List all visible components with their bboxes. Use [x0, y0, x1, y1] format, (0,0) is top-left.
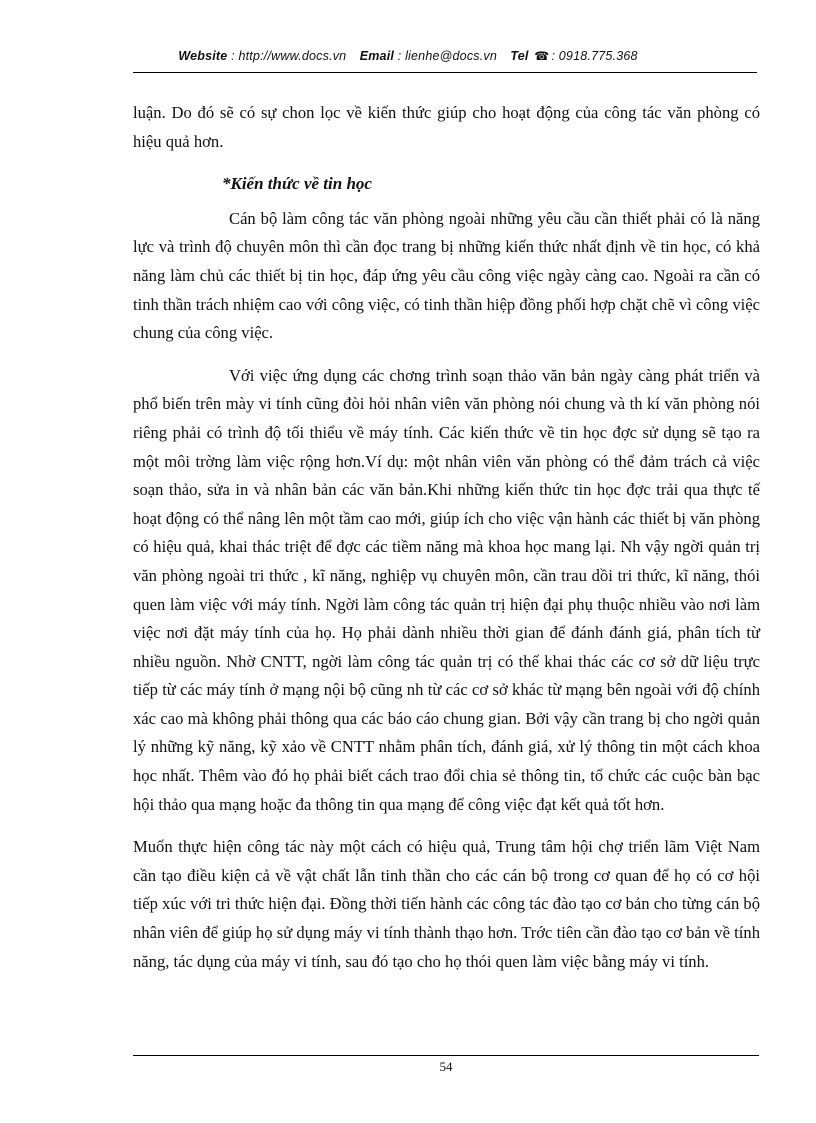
tel-label: Tel — [510, 49, 529, 63]
email-label: Email — [359, 49, 395, 63]
phone-icon: ☎ — [534, 49, 550, 63]
page-number: 54 — [439, 1059, 453, 1074]
paragraph-3: Muốn thực hiện công tác này một cách có hiệu quả, Trung tâm hội chợ triển lãm Việt Nam cần tạo điều kiện cả về vật chất lẫn tinh thần cho các cán bộ trong cơ quan để họ có cơ hội tiếp xúc với tri thức hiện đại. Đồng thời tiến hành các công tác đào tạo cơ bản cho từng cán bộ nhân viên để giúp họ sử dụng máy vi tính thành thạo hơn. Trớc tiên cần đào tạo cơ bản về tính năng, tác dụng của máy vi tính, sau đó tạo cho họ thói quen làm việc bằng máy vi tính. — [133, 837, 760, 971]
section-heading: *Kiến thức về tin học — [222, 174, 372, 194]
page-content — [133, 99, 760, 976]
paragraph-1: Cán bộ làm công tác văn phòng ngoài những yêu cầu cần thiết phải có là năng lực và trình độ chuyên môn thì cần đọc trang bị những kiến thức nhất định về tin học, có khả năng làm chủ các thiết bị tin học, đáp ứng yêu cầu công việc ngày càng cao. Ngoài ra cần có tinh thần trách nhiệm cao với công việc, có tinh thần hiệp đồng phối hợp chặt chẽ vì công việc chung của công việc. — [133, 208, 760, 343]
website-label: Website — [178, 49, 228, 63]
footer-rule — [133, 1055, 759, 1056]
header-rule — [133, 72, 757, 73]
website-value: : http://www.docs.vn — [231, 49, 347, 63]
tel-value: : 0918.775.368 — [551, 49, 638, 63]
page-header — [0, 49, 816, 63]
intro-paragraph: luận. Do đó sẽ có sự chon lọc về kiến thức giúp cho hoạt động của công tác văn phòng có hiệu quả hơn. — [133, 103, 760, 151]
paragraph-2: Với việc ứng dụng các chơng trình soạn thảo văn bản ngày càng phát triển và phổ biến trên mày vi tính cũng đòi hỏi nhân viên văn phòng nói chung và th kí văn phòng nói riêng phải có trình độ tối thiểu về máy tính. Các kiến thức về tin học đợc sử dụng sẽ tạo ra một môi trờng làm việc rộng hơn.Ví dụ: một nhân viên văn phòng có thể đảm trách cả việc soạn thảo, sửa in và nhân bản các văn bản.Khi những kiến thức tin học đợc trải qua thực tế hoạt động có thể nâng lên một tầm cao mới, giúp ích cho việc vận hành các thiết bị văn phòng có hiệu quả, khai thác triệt để đợc các tiềm năng mà khoa học mang lại. Nh vậy ngời quản trị văn phòng ngoài tri thức , kĩ năng, nghiệp vụ chuyên môn, cần trau dồi tri thức, kĩ năng, thói quen làm việc với máy tính. Ngời làm công tác quản trị hiện đại phụ thuộc nhiều vào nơi làm việc nơi đặt máy tính của họ. Họ phải dành nhiều thời gian để đánh đánh giá, phân tích từ nhiều nguồn. Nhờ CNTT, ngời làm công tác quản trị có thể khai thác các cơ sở dữ liệu trực tiếp từ các máy tính ở mạng nội bộ cũng nh từ các cơ sở khác từ mạng bên ngoài với độ chính xác cao mà không phải thông qua các báo cáo chung gian. Bởi vậy cần trang bị cho ngời quản lý những kỹ năng, kỹ xảo về CNTT nhằm phân tích, đánh giá, xử lý thông tin một cách khoa học nhất. Thêm vào đó họ phải biết cách trao đổi chia sẻ thông tin, tổ chức các cuộc bàn bạc hội thảo qua mạng hoặc đa thông tin qua mạng để công việc đạt kết quả tốt hơn. — [133, 365, 760, 814]
email-value: : lienhe@docs.vn — [397, 49, 498, 63]
